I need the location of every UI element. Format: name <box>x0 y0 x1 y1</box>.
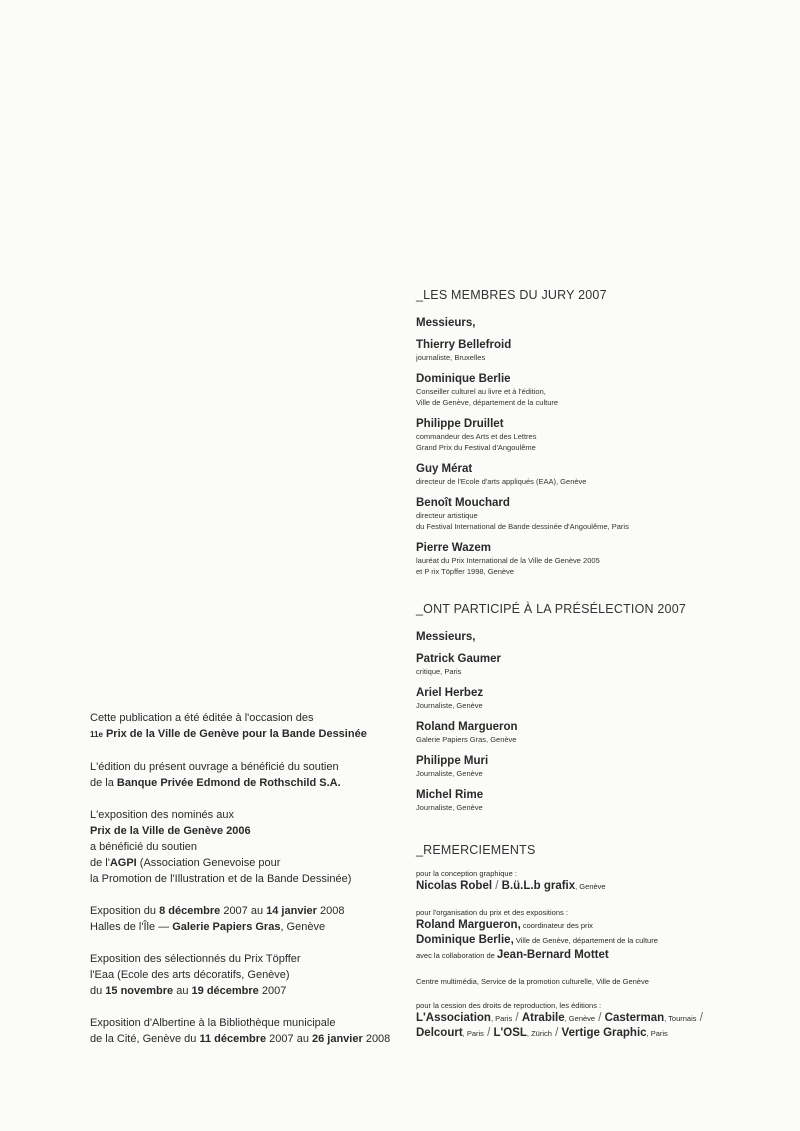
publisher-name: L'Association <box>416 1012 491 1024</box>
member-name: Michel Rime <box>416 789 484 801</box>
member-entry <box>416 720 716 745</box>
ex2-pre: du <box>90 985 106 997</box>
member-name: Philippe Muri <box>416 755 489 767</box>
publisher-separator: / <box>483 1027 494 1039</box>
ex1-year2: 2008 <box>316 905 345 917</box>
left-column <box>90 710 410 1063</box>
nominees-line5: la Promotion de l'Illustration et de la Bande Dessinée) <box>90 873 352 885</box>
member-name: Philippe Druillet <box>416 418 504 430</box>
member-name: Benoît Mouchard <box>416 497 510 509</box>
ex2-date1: 15 novembre <box>105 985 174 997</box>
agpi-bold: AGPI <box>109 857 137 869</box>
sponsor-bank: Banque Privée Edmond de Rothschild S.A. <box>116 777 341 789</box>
nominees-note <box>90 807 410 887</box>
org-intro: pour l'organisation du prix et des expositions : <box>416 908 568 917</box>
design-city: , Genève <box>575 882 606 891</box>
publisher-city: , Paris <box>462 1029 484 1038</box>
org-collab: avec la collaboration de <box>416 951 497 960</box>
member-entry <box>416 754 716 779</box>
publication-note <box>90 710 410 743</box>
member-entry <box>416 462 716 487</box>
preselection-heading: _ONT PARTICIPÉ À LA PRÉSÉLECTION 2007 <box>416 602 687 616</box>
member-entry <box>416 652 716 677</box>
ex1-date2: 14 janvier <box>266 905 317 917</box>
ex2-date2: 19 décembre <box>191 985 259 997</box>
agpi-rest: (Association Genevoise pour <box>136 857 281 869</box>
jury-heading: _LES MEMBRES DU JURY 2007 <box>416 288 607 302</box>
member-role: critique, Paris <box>416 667 462 676</box>
prize-ordinal: 11e <box>90 730 103 739</box>
member-role: du Festival International de Bande dessinée d'Angoulême, Paris <box>416 522 629 531</box>
org-role1: coordinateur des prix <box>520 921 593 930</box>
publisher-separator: / <box>595 1012 605 1024</box>
design-intro: pour la conception graphique : <box>416 869 517 878</box>
publisher-city: , Tournais <box>664 1014 697 1023</box>
publisher-city: , Paris <box>646 1029 668 1038</box>
publication-note-line1: Cette publication a été éditée à l'occasion des <box>90 712 314 724</box>
design-name2: B.ü.L.b grafix <box>501 880 576 892</box>
ex3-mid: 2007 au <box>266 1033 312 1045</box>
agpi-pre: de l' <box>90 857 110 869</box>
member-entry <box>416 788 716 813</box>
member-role: commandeur des Arts et des Lettres <box>416 432 537 441</box>
member-entry <box>416 372 716 408</box>
nominees-line3: a bénéficié du soutien <box>90 841 198 853</box>
org-name1: Roland Margueron, <box>416 919 521 931</box>
ex1-year1: 2007 au <box>220 905 267 917</box>
ex2-line1: Exposition des sélectionnés du Prix Töpffer <box>90 953 301 965</box>
member-name: Roland Margueron <box>416 721 518 733</box>
publisher-city: , Zürich <box>526 1029 552 1038</box>
org-credit <box>416 908 716 963</box>
ex3-line1: Exposition d'Albertine à la Bibliothèque municipale <box>90 1017 336 1029</box>
member-role: Journaliste, Genève <box>416 769 483 778</box>
ex2-mid: au <box>173 985 192 997</box>
member-entry <box>416 686 716 711</box>
ex3-year: 2008 <box>362 1033 391 1045</box>
sponsor-note <box>90 759 410 791</box>
thanks-heading: _REMERCIEMENTS <box>416 843 536 857</box>
ex2-line2: l'Eaa (Ecole des arts décoratifs, Genève) <box>90 969 290 981</box>
org-name2: Dominique Berlie, <box>416 934 514 946</box>
member-role: Grand Prix du Festival d'Angoulême <box>416 443 536 452</box>
sponsor-pre: de la <box>90 777 117 789</box>
preselection-greeting: Messieurs, <box>416 631 476 643</box>
publisher-name: Delcourt <box>416 1027 463 1039</box>
member-entry <box>416 496 716 532</box>
jury-section <box>416 288 716 577</box>
ex3-pre: de la Cité, Genève du <box>90 1033 200 1045</box>
prize-title: Prix de la Ville de Genève pour la Bande Dessinée <box>102 728 367 740</box>
publisher-separator: / <box>696 1012 703 1024</box>
member-entry <box>416 417 716 453</box>
preselection-section <box>416 602 716 813</box>
exhibition-halles <box>90 903 410 935</box>
member-name: Patrick Gaumer <box>416 653 502 665</box>
ex3-date2: 26 janvier <box>312 1033 363 1045</box>
member-name: Dominique Berlie <box>416 373 511 385</box>
jury-greeting: Messieurs, <box>416 317 476 329</box>
member-role: Conseiller culturel au livre et à l'édition, <box>416 387 546 396</box>
ex3-date1: 11 décembre <box>199 1033 267 1045</box>
ex1-venue-post: , Genève <box>280 921 326 933</box>
ex1-venue: Galerie Papiers Gras <box>172 921 281 933</box>
member-name: Pierre Wazem <box>416 542 491 554</box>
media-credit: Centre multimédia, Service de la promotion culturelle, Ville de Genève <box>416 977 649 986</box>
member-role: Journaliste, Genève <box>416 701 483 710</box>
member-role: et P rix Töpffer 1998, Genève <box>416 567 514 576</box>
ex1-venue-pre: Halles de l'Île — <box>90 921 173 933</box>
publisher-city: , Paris <box>490 1014 513 1023</box>
publisher-city: , Genève <box>564 1014 596 1023</box>
nominees-line1: L'exposition des nominés aux <box>90 809 234 821</box>
member-name: Guy Mérat <box>416 463 473 475</box>
ex1-pre: Exposition du <box>90 905 160 917</box>
design-slash: / <box>492 880 502 892</box>
sponsor-line1: L'édition du présent ouvrage a bénéficié du soutien <box>90 761 339 773</box>
ex2-year: 2007 <box>258 985 287 997</box>
ex1-date1: 8 décembre <box>159 905 221 917</box>
rights-intro: pour la cession des droits de reproduction, les éditions : <box>416 1001 602 1010</box>
org-role2: Ville de Genève, département de la culture <box>513 936 658 945</box>
publisher-name: Vertige Graphic <box>561 1027 647 1039</box>
thanks-section <box>416 843 716 1041</box>
exhibition-albertine <box>90 1015 410 1047</box>
member-role: Ville de Genève, département de la culture <box>416 398 559 407</box>
exhibition-topffer <box>90 951 410 999</box>
member-role: directeur artistique <box>416 511 478 520</box>
org-name3: Jean-Bernard Mottet <box>496 949 609 961</box>
member-entry <box>416 541 716 577</box>
member-role: lauréat du Prix International de la Ville de Genève 2005 <box>416 556 600 565</box>
member-role: directeur de l'Ecole d'arts appliqués (EAA), Genève <box>416 477 587 486</box>
publisher-name: L'OSL <box>493 1027 527 1039</box>
preselection-list <box>416 652 716 813</box>
publisher-name: Atrabile <box>521 1012 565 1024</box>
member-role: journaliste, Bruxelles <box>416 353 486 362</box>
publishers-line-2 <box>416 1026 716 1041</box>
right-column <box>416 288 716 1041</box>
publisher-separator: / <box>551 1027 562 1039</box>
member-role: Journaliste, Genève <box>416 803 483 812</box>
publishers-line-1 <box>416 1011 716 1026</box>
member-entry <box>416 338 716 363</box>
member-role: Galerie Papiers Gras, Genève <box>416 735 517 744</box>
jury-list <box>416 338 716 577</box>
member-name: Ariel Herbez <box>416 687 484 699</box>
design-name1: Nicolas Robel <box>416 880 493 892</box>
member-name: Thierry Bellefroid <box>416 339 512 351</box>
rights-credit <box>416 1001 716 1041</box>
publisher-name: Casterman <box>604 1012 665 1024</box>
nominees-prize: Prix de la Ville de Genève 2006 <box>90 825 251 837</box>
publisher-separator: / <box>512 1012 522 1024</box>
design-credit <box>416 869 716 894</box>
